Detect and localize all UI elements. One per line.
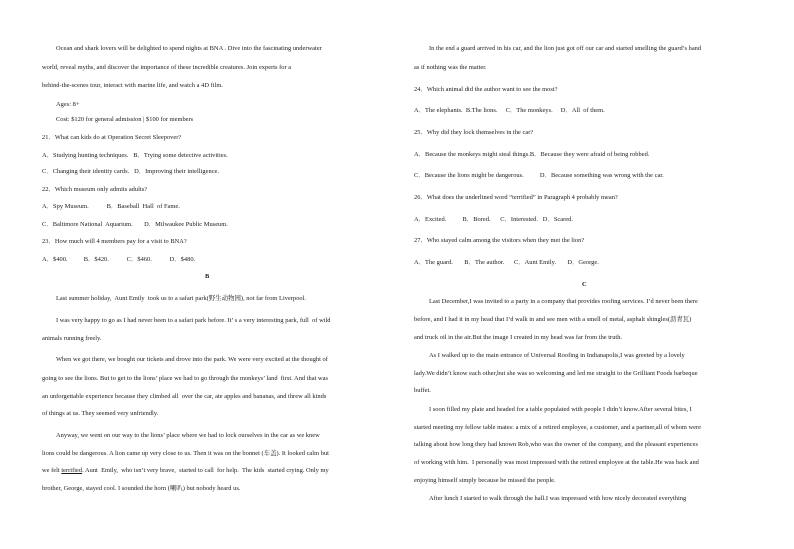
text-run: . Aunt Emily, who isn’t very brave, started to call for help. The kids started crying. Only my <box>82 467 329 474</box>
passage-b-paragraph-4-line: Anyway, we went on our way to the lions’ place where we had to lock ourselves in the car as we knew <box>56 432 320 439</box>
section-c-heading: C <box>582 281 587 288</box>
question-25-options-cd: C．Because the lions might be dangerous. D．Because something was wrong with the car. <box>414 172 664 179</box>
passage-c-paragraph-4-line: After lunch I started to walk through the hall.I was impressed with how nicely decorated everything <box>429 495 687 502</box>
passage-b-paragraph-3-line: going to see the lions. But to get to the lions’ place we had to go through the monkeys’ land first. And that was <box>42 375 329 382</box>
question-23: 23．How much will 4 members pay for a visit to BNA? <box>42 238 187 245</box>
question-22: 22．Which museum only admits adults? <box>42 186 148 193</box>
text-run: we felt <box>42 467 62 474</box>
question-22-options-cd: C．Baltimore National Aquarium. D．Milwaukee Public Museum. <box>42 221 228 228</box>
passage-b-paragraph-3-line: an unforgettable experience because they climbed all over the car, ate apples and bananas, and threw all kinds <box>42 393 327 400</box>
passage-c-paragraph-2-line: As I walked up to the main entrance of Universal Roofing in Indianapolis,I was greeted by a lovely <box>429 352 685 359</box>
passage-c-paragraph-1-line: Last December,I was invited to a party in a company that provides roofing services. I’d never been there <box>429 298 698 305</box>
question-22-options-ab: A．Spy Museum. B．Baseball Hall of Fame. <box>42 203 180 210</box>
question-21-options-cd: C．Changing their identity cards. D．Improving their intelligence. <box>42 168 220 175</box>
passage-c-paragraph-1-line: before, and I had it in my head that I’d walk in and see men with a smell of metal, asphalt shingles(沥青瓦) <box>414 316 692 323</box>
cost-text: Cost: $120 for general admission | $100 for members <box>56 116 194 123</box>
passage-b-paragraph-5-line: as if nothing was the matter. <box>414 64 487 71</box>
section-b-heading: B <box>205 273 210 280</box>
ages-text: Ages: 8+ <box>56 101 80 108</box>
passage-b-paragraph-1: Last summer holiday, Aunt Emily took us to a safari park(野生动物园), not far from Liverpool. <box>56 295 307 302</box>
passage-b-paragraph-4-line <box>42 467 329 475</box>
passage-b-paragraph-2-line: animals running freely. <box>42 335 102 342</box>
intro-line: Ocean and shark lovers will be delighted to spend nights at BNA . Dive into the fascinating underwater <box>56 45 322 52</box>
underlined-word-terrified: terrified <box>61 467 83 474</box>
passage-b-paragraph-4-line: brother, George, stayed cool. I sounded the horn (喇叭) but nobody heard us. <box>42 485 241 492</box>
passage-c-paragraph-3-line: of working with him. I personally was most impressed with the retired employee at the table.He was back and <box>414 459 699 466</box>
intro-line: world, reveal myths, and discover the importance of these incredible creatures. Join experts for a <box>42 64 292 71</box>
question-21: 21．What can kids do at Operation Secret Sleepover? <box>42 134 182 141</box>
passage-b-paragraph-2-line: I was very happy to go as I had never been to a safari park before. It’ s a very interesting park, full of wild <box>56 317 331 324</box>
question-25: 25．Why did they lock themselves in the car? <box>414 129 534 136</box>
question-21-options-ab: A．Studying hunting techniques. B．Trying some detective activities. <box>42 152 228 159</box>
passage-c-paragraph-3-line: started meeting my fellow table mates: a mix of a retired employee, a customer, and a partner,all of whom were <box>414 424 702 431</box>
passage-c-paragraph-3-line: talking about how long they had known Rob,who was the owner of the company, and the pleasant experiences <box>414 441 699 448</box>
passage-c-paragraph-3-line: I soon filled my plate and headed for a table populated with people I didn’t know.After several bites, I <box>429 406 692 413</box>
intro-line: behind-the-scenes tour, interact with marine life, and watch a 4D film. <box>42 82 223 89</box>
passage-c-paragraph-3-line: enjoying himself simply because he missed the people. <box>414 477 556 484</box>
passage-b-paragraph-4-line: lions could be dangerous. A lion came up very close to us. Then it was on the bonnet (车盖). It looked calm but <box>42 450 329 457</box>
passage-b-paragraph-5-line: In the end a guard arrived in his car, and the lion just got off our car and started smelling the guard’s hand <box>429 45 702 52</box>
passage-b-paragraph-3-line: When we got there, we bought our tickets and drove into the park. We were very excited at the thought of <box>56 356 328 363</box>
passage-b-paragraph-3-line: of things at us. They seemed very unfriendly. <box>42 410 159 417</box>
question-23-options: A．$400. B．$420. C．$460. D．$480. <box>42 256 196 263</box>
passage-c-paragraph-1-line: and truck oil in the air.But the image I created in my head was far from the truth. <box>414 334 623 341</box>
question-24-options: A．The elephants. B.The lions. C．The monkeys. D．All of them. <box>414 107 605 114</box>
passage-c-paragraph-2-line: lady.We didn’t know each other,but she was so welcoming and led me straight to the Grilliant Foods barbeque <box>414 370 698 377</box>
passage-c-paragraph-2-line: buffet. <box>414 387 431 394</box>
question-26: 26．What does the underlined word “terrified” in Paragraph 4 probably mean? <box>414 194 618 201</box>
question-27: 27．Who stayed calm among the visitors when they met the lion? <box>414 237 585 244</box>
question-26-options: A．Excited. B．Bored. C．Interested. D．Scared. <box>414 216 573 223</box>
question-24: 24．Which animal did the author want to see the most? <box>414 86 558 93</box>
question-27-options: A．The guard. B．The author. C．Aunt Emily. D．George. <box>414 259 599 266</box>
question-25-options-ab: A．Because the monkeys might steal things.B．Because they were afraid of being robbed. <box>414 151 650 158</box>
